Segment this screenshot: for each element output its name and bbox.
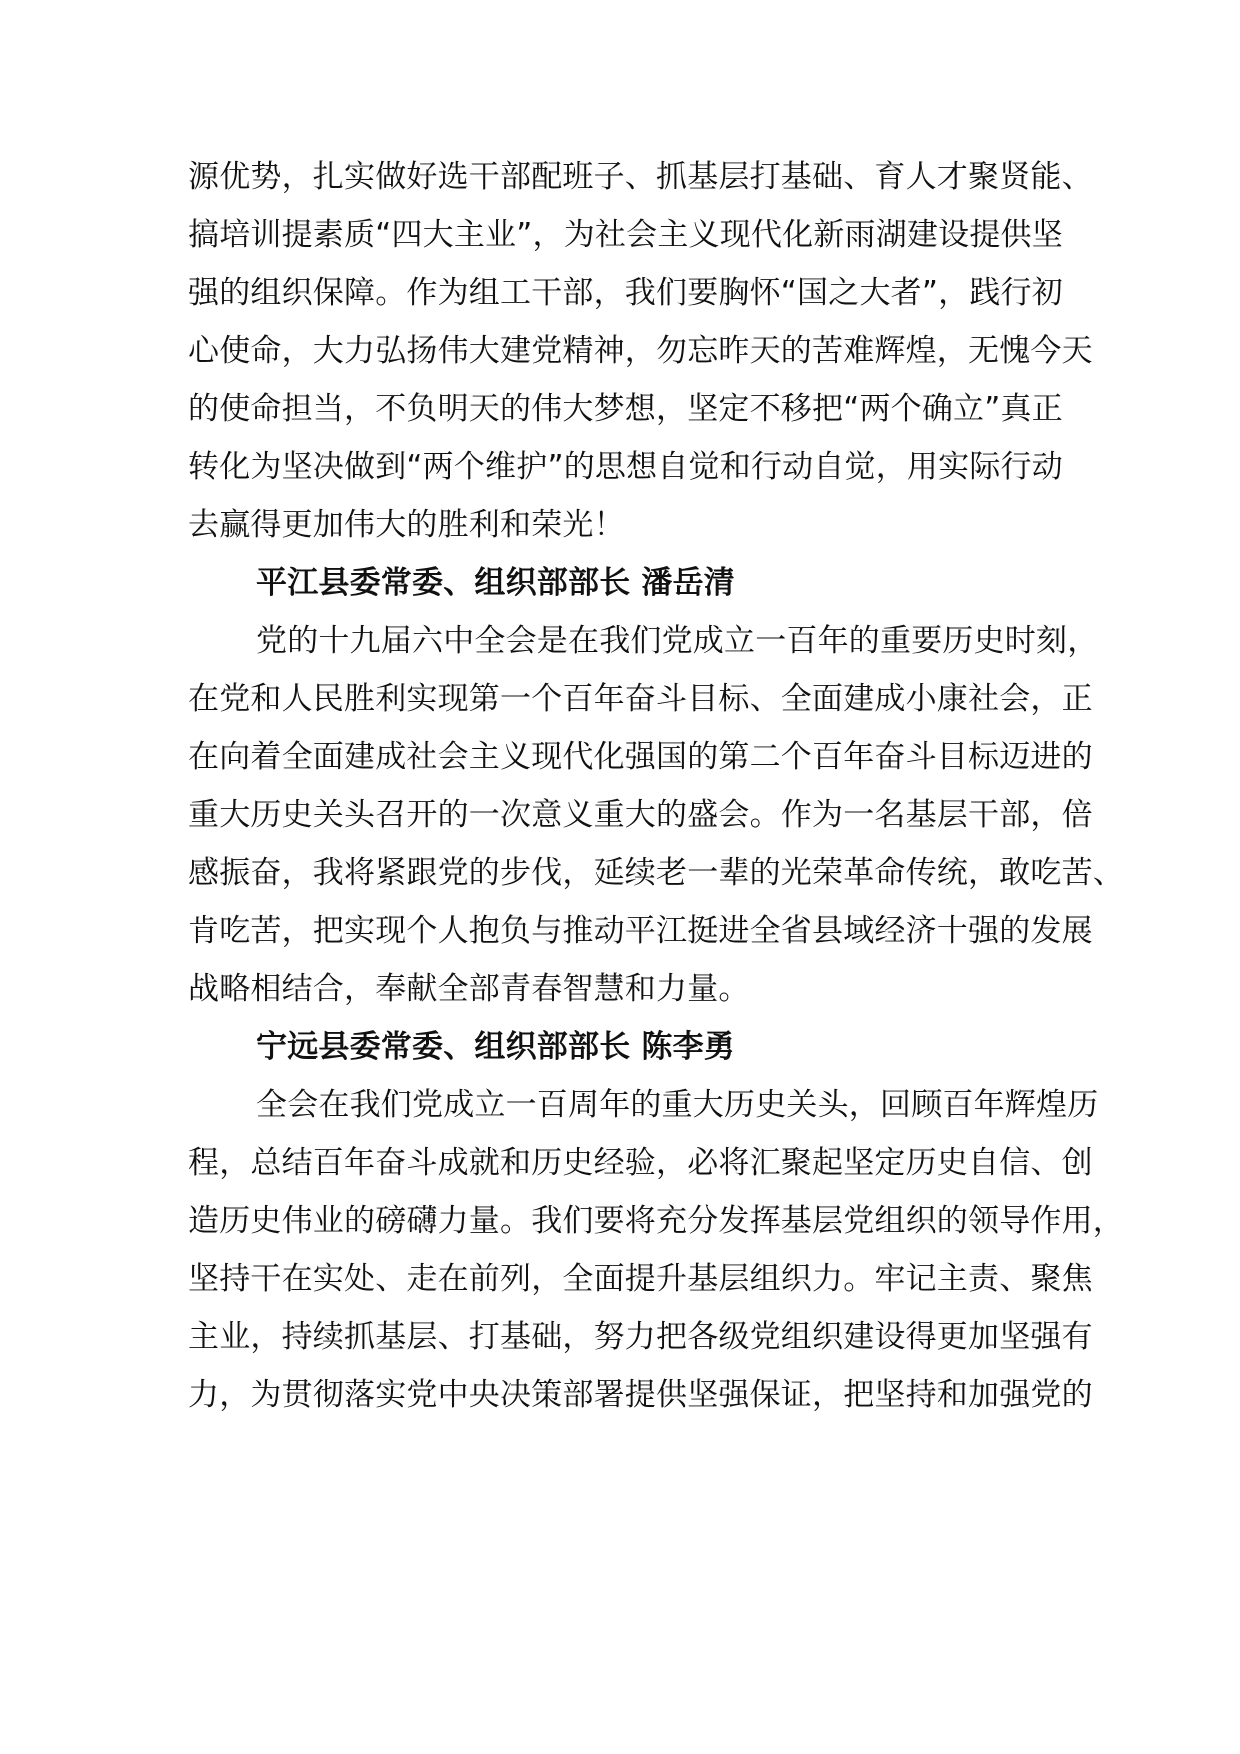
text-line: 的使命担当，不负明天的伟大梦想，坚定不移把“两个确立”真正 bbox=[188, 391, 1063, 427]
text-line: 战略相结合，奉献全部青春智慧和力量。 bbox=[188, 971, 750, 1007]
text-line: 强的组织保障。作为组工干部，我们要胸怀“国之大者”，践行初 bbox=[188, 275, 1063, 311]
text-line: 去赢得更加伟大的胜利和荣光！ bbox=[188, 507, 625, 543]
text-line: 在党和人民胜利实现第一个百年奋斗目标、全面建成小康社会，正 bbox=[188, 681, 1093, 717]
paragraph-first-line: 党的十九届六中全会是在我们党成立一百年的重要历史时刻， bbox=[256, 623, 1099, 659]
text-line: 心使命，大力弘扬伟大建党精神，勿忘昨天的苦难辉煌，无愧今天 bbox=[188, 333, 1093, 369]
text-line: 肯吃苦，把实现个人抱负与推动平江挺进全省县域经济十强的发展 bbox=[188, 913, 1093, 949]
section-heading: 宁远县委常委、组织部部长 陈李勇 bbox=[256, 1029, 735, 1065]
text-line: 转化为坚决做到“两个维护”的思想自觉和行动自觉，用实际行动 bbox=[188, 449, 1063, 485]
text-line: 搞培训提素质“四大主业”，为社会主义现代化新雨湖建设提供坚 bbox=[188, 217, 1063, 253]
text-line: 在向着全面建成社会主义现代化强国的第二个百年奋斗目标迈进的 bbox=[188, 739, 1093, 775]
text-line: 程，总结百年奋斗成就和历史经验，必将汇聚起坚定历史自信、创 bbox=[188, 1145, 1093, 1181]
text-line: 造历史伟业的磅礴力量。我们要将充分发挥基层党组织的领导作用， bbox=[188, 1203, 1124, 1239]
text-line: 感振奋，我将紧跟党的步伐，延续老一辈的光荣革命传统，敢吃苦、 bbox=[188, 855, 1124, 891]
text-line: 坚持干在实处、走在前列，全面提升基层组织力。牢记主责、聚焦 bbox=[188, 1261, 1093, 1297]
section-heading: 平江县委常委、组织部部长 潘岳清 bbox=[256, 565, 735, 601]
text-line: 力，为贯彻落实党中央决策部署提供坚强保证，把坚持和加强党的 bbox=[188, 1377, 1093, 1413]
text-line: 源优势，扎实做好选干部配班子、抓基层打基础、育人才聚贤能、 bbox=[188, 159, 1093, 195]
text-line: 重大历史关头召开的一次意义重大的盛会。作为一名基层干部，倍 bbox=[188, 797, 1093, 833]
text-line: 主业，持续抓基层、打基础，努力把各级党组织建设得更加坚强有 bbox=[188, 1319, 1093, 1355]
paragraph-first-line: 全会在我们党成立一百周年的重大历史关头，回顾百年辉煌历 bbox=[256, 1087, 1099, 1123]
